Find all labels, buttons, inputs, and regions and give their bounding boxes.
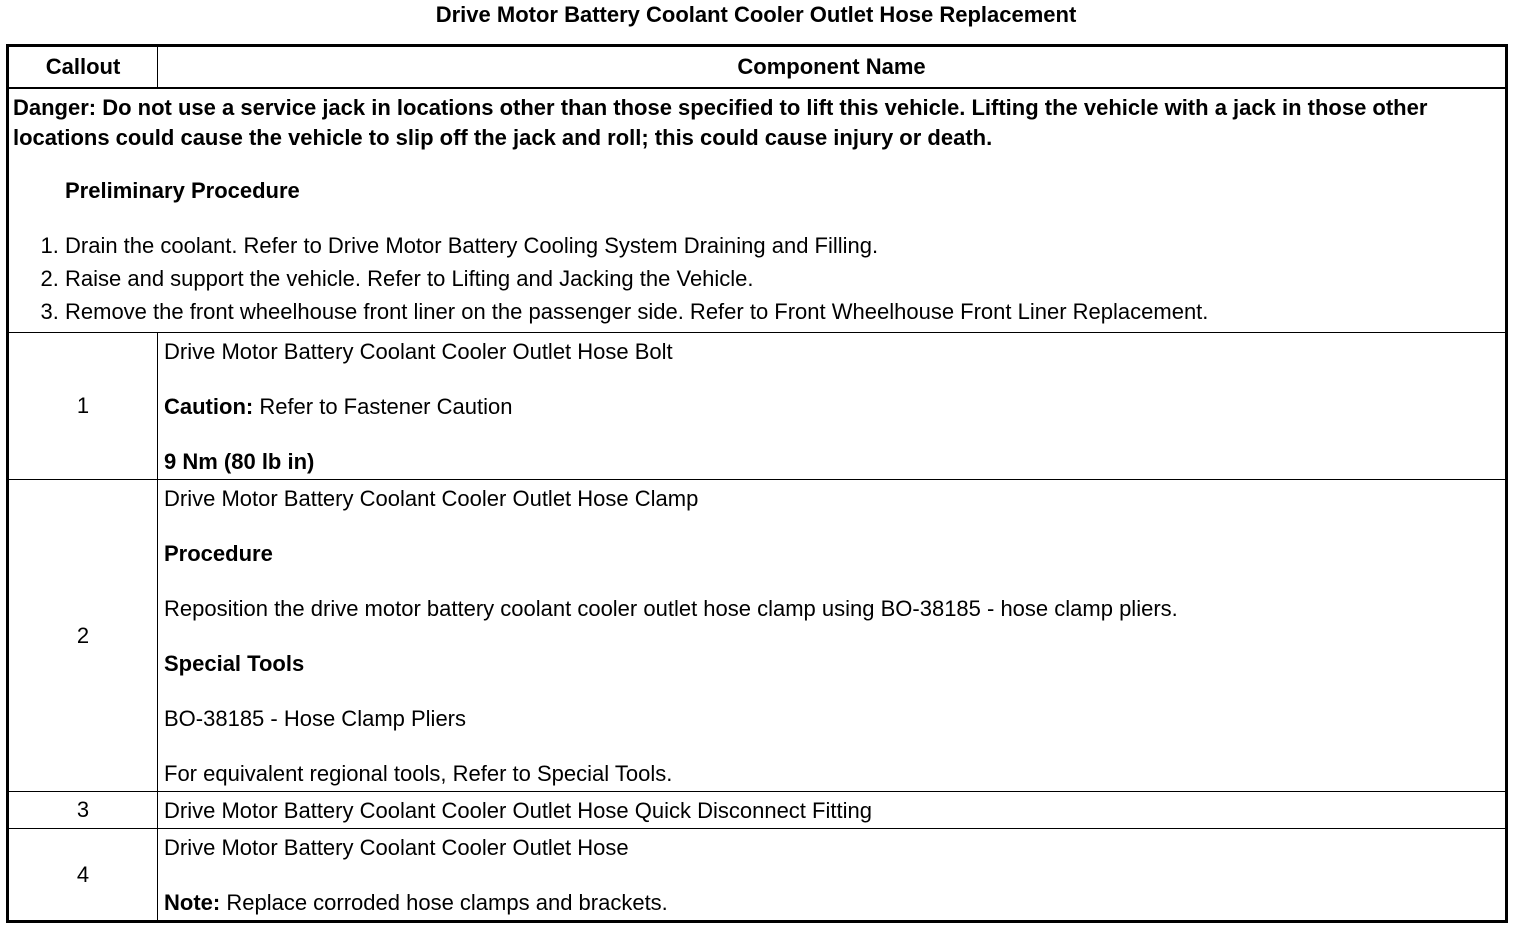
preamble-row: [8, 88, 1507, 333]
special-tools-note: For equivalent regional tools, Refer to Special Tools.: [164, 761, 673, 786]
preamble-cell: [8, 88, 1507, 333]
torque-spec: 9 Nm (80 lb in): [164, 449, 315, 474]
table-row: [8, 792, 1507, 829]
callout-number: 1: [8, 333, 158, 480]
callout-number: 4: [8, 829, 158, 922]
special-tools-heading: Special Tools: [164, 651, 305, 676]
table-row: [8, 480, 1507, 792]
danger-label: Danger:: [13, 95, 97, 120]
component-name: Drive Motor Battery Coolant Cooler Outlet Hose: [164, 835, 629, 860]
preliminary-step: 2. Raise and support the vehicle. Refer to Lifting and Jacking the Vehicle.: [65, 262, 1499, 295]
header-component-name: Component Name: [158, 46, 1507, 89]
caution-text: Refer to Fastener Caution: [253, 394, 513, 419]
procedure-heading: Procedure: [164, 541, 273, 566]
danger-warning: [13, 93, 1499, 153]
component-table: [6, 44, 1508, 923]
note-line: [164, 890, 1499, 916]
table-row: [8, 333, 1507, 480]
component-cell: [158, 792, 1507, 829]
note-label: Note:: [164, 890, 221, 915]
preliminary-step: 3. Remove the front wheelhouse front liner on the passenger side. Refer to Front Wheelhouse Front Liner Replacement.: [65, 295, 1499, 328]
special-tool: BO-38185 - Hose Clamp Pliers: [164, 706, 467, 731]
component-cell: [158, 480, 1507, 792]
table-row: [8, 829, 1507, 922]
callout-number: 3: [8, 792, 158, 829]
component-name: Drive Motor Battery Coolant Cooler Outlet Hose Quick Disconnect Fitting: [164, 798, 872, 823]
component-cell: [158, 829, 1507, 922]
table-header-row: [8, 46, 1507, 89]
preliminary-steps-list: [13, 229, 1499, 328]
danger-text: Do not use a service jack in locations other than those specified to lift this vehicle. Lifting the vehicle with a jack in those other locations could cause the vehicle to slip off the jack and roll; this could cause injury or death.: [13, 95, 1428, 150]
component-name: Drive Motor Battery Coolant Cooler Outlet Hose Bolt: [164, 339, 673, 364]
callout-number: 2: [8, 480, 158, 792]
preliminary-procedure-heading: Preliminary Procedure: [65, 178, 300, 203]
preliminary-step: 1. Drain the coolant. Refer to Drive Motor Battery Cooling System Draining and Filling.: [65, 229, 1499, 262]
header-callout: Callout: [8, 46, 158, 89]
procedure-text: Reposition the drive motor battery coolant cooler outlet hose clamp using BO-38185 - hose clamp pliers.: [164, 596, 1178, 621]
caution-line: [164, 394, 1499, 420]
caution-label: Caution:: [164, 394, 254, 419]
component-cell: [158, 333, 1507, 480]
note-text: Replace corroded hose clamps and brackets.: [220, 890, 668, 915]
document-title: Drive Motor Battery Coolant Cooler Outlet Hose Replacement: [435, 2, 1077, 27]
component-name: Drive Motor Battery Coolant Cooler Outlet Hose Clamp: [164, 486, 699, 511]
